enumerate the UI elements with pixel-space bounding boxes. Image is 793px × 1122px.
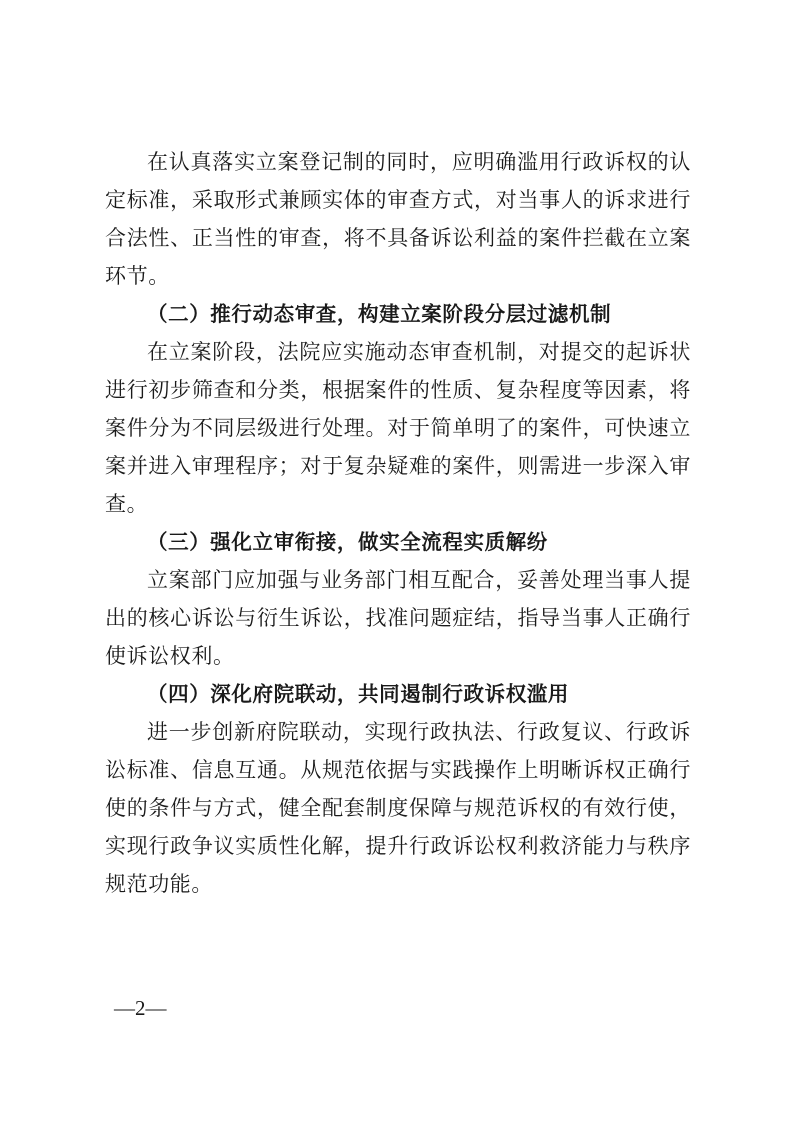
paragraph-section-2: 在立案阶段，法院应实施动态审查机制，对提交的起诉状进行初步筛查和分类，根据案件的性质、复杂程度等因素，将案件分为不同层级进行处理。对于简单明了的案件，可快速立案并进入审理程序；对于复杂疑难的案件，则需进一步深入审查。 [105, 340, 691, 516]
paragraph-intro: 在认真落实立案登记制的同时，应明确滥用行政诉权的认定标准，采取形式兼顾实体的审查方式，对当事人的诉求进行合法性、正当性的审查，将不具备诉讼利益的案件拦截在立案环节。 [105, 150, 691, 288]
section-heading-2: （二）推行动态审查，构建立案阶段分层过滤机制 [147, 302, 612, 326]
document-body [105, 143, 691, 903]
page-number: —2— [114, 996, 167, 1020]
paragraph-section-4: 进一步创新府院联动，实现行政执法、行政复议、行政诉讼标准、信息互通。从规范依据与实践操作上明晰诉权正确行使的条件与方式，健全配套制度保障与规范诉权的有效行使，实现行政争议实质性化解，提升行政诉讼权利救济能力与秩序规范功能。 [105, 720, 691, 896]
paragraph-section-3: 立案部门应加强与业务部门相互配合，妥善处理当事人提出的核心诉讼与衍生诉讼，找准问题症结，指导当事人正确行使诉讼权利。 [105, 568, 691, 668]
section-heading-4: （四）深化府院联动，共同遏制行政诉权滥用 [147, 682, 569, 706]
section-heading-3: （三）强化立审衔接，做实全流程实质解纷 [147, 530, 548, 554]
